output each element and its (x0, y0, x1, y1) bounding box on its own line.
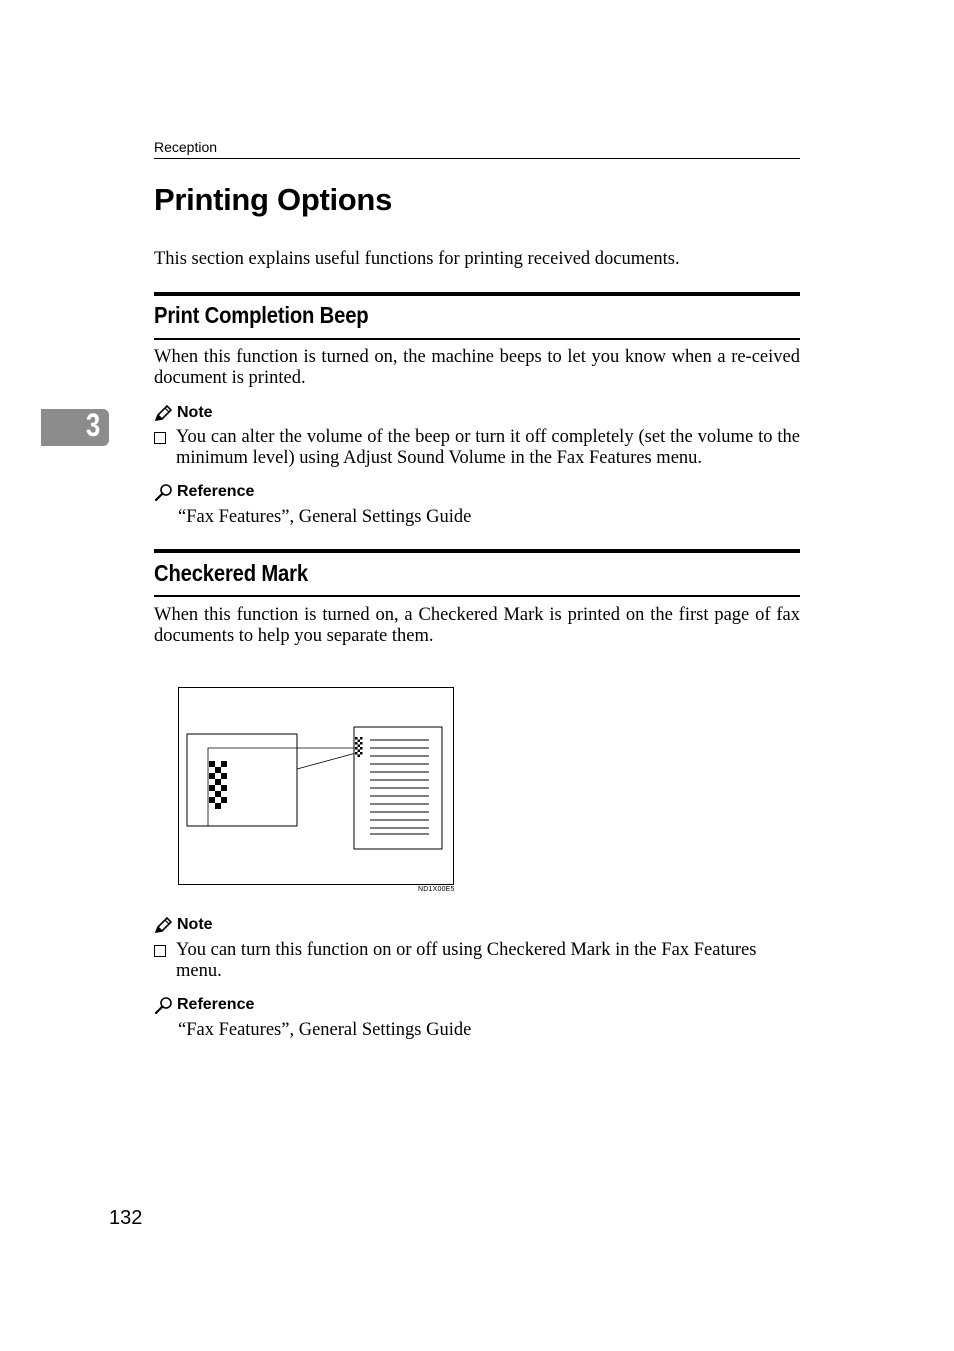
pencil-icon (154, 916, 174, 934)
figure-code: ND1X00E5 (418, 886, 455, 893)
section-rule-bottom (154, 338, 800, 340)
section-rule-bottom (154, 595, 800, 597)
note-item-text: You can turn this function on or off using Checkered Mark in the Fax Features menu. (176, 940, 757, 981)
reference-text: “Fax Features”, General Settings Guide (178, 1020, 472, 1040)
magnifier-icon (154, 996, 174, 1014)
note-label (154, 404, 213, 422)
section-body: When this function is turned on, the machine beeps to let you know when a re-ceived document is printed. (154, 347, 800, 388)
note-label-text: Note (177, 916, 213, 933)
section-rule-top (154, 292, 800, 296)
note-item (154, 427, 800, 469)
intro-paragraph: This section explains useful functions for printing received documents. (154, 249, 680, 269)
reference-text: “Fax Features”, General Settings Guide (178, 507, 472, 527)
page-title: Printing Options (154, 182, 393, 217)
chapter-number: 3 (86, 407, 101, 443)
section-heading-print-completion-beep: Print Completion Beep (154, 302, 369, 328)
section-rule-top (154, 549, 800, 553)
reference-label (154, 996, 254, 1014)
note-item (154, 940, 800, 982)
note-label (154, 916, 213, 934)
note-label-text: Note (177, 404, 213, 421)
section-body: When this function is turned on, a Checkered Mark is printed on the first page of fax documents to help you separate them. (154, 605, 800, 646)
reference-label (154, 483, 254, 501)
reference-label-text: Reference (177, 996, 255, 1013)
checkbox-bullet-icon (154, 432, 166, 444)
header-rule (154, 158, 800, 159)
section-heading-checkered-mark: Checkered Mark (154, 560, 308, 586)
page-number: 132 (109, 1207, 143, 1229)
checkered-mark-illustration (178, 687, 454, 885)
note-item-text: You can alter the volume of the beep or turn it off completely (set the volume to the minimum level) using Adjust Sound Volume in the Fax Features menu. (176, 427, 800, 468)
running-head: Reception (154, 139, 218, 155)
reference-label-text: Reference (177, 483, 255, 500)
magnifier-icon (154, 483, 174, 501)
pencil-icon (154, 404, 174, 422)
checkbox-bullet-icon (154, 945, 166, 957)
